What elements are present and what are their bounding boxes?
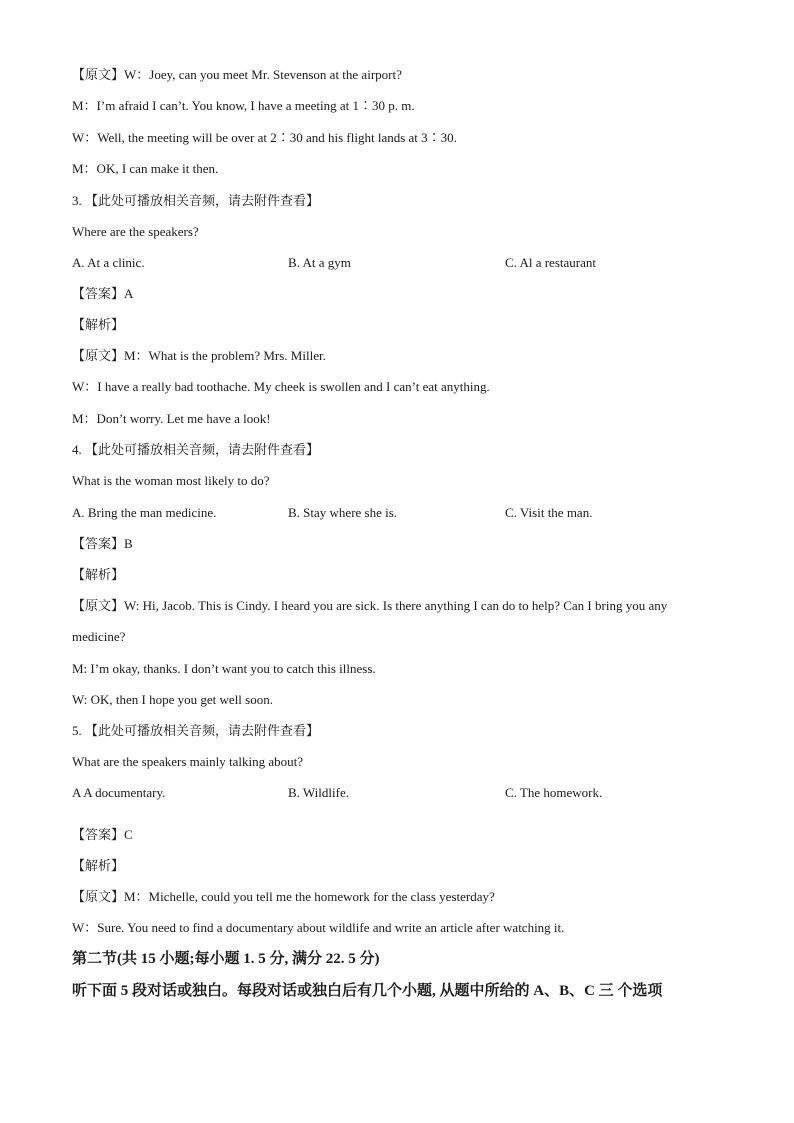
transcript-line: 【原文】M：Michelle, could you tell me the homework for the class yesterday? (72, 889, 495, 904)
question-4-option-a: A. Bring the man medicine. (72, 505, 217, 520)
transcript-line: W：Sure. You need to find a documentary about wildlife and write an article after watching it. (72, 920, 565, 935)
question-5-answer: 【答案】C (72, 827, 133, 842)
question-3-option-c: C. Al a restaurant (505, 255, 596, 270)
question-5-option-a: A A documentary. (72, 785, 166, 800)
question-3-answer: 【答案】A (72, 286, 134, 301)
transcript-line: 【原文】W: Hi, Jacob. This is Cindy. I heard you are sick. Is there anything I can do to help? Can I bring you any (72, 598, 668, 613)
question-4-answer: 【答案】B (72, 536, 133, 551)
section-2-instruction: 听下面 5 段对话或独白。每段对话或独白后有几个小题, 从题中所给的 A、B、C 三 个选项 (72, 983, 663, 999)
transcript-line: M：OK, I can make it then. (72, 161, 219, 176)
question-5-option-c: C. The homework. (505, 785, 603, 800)
transcript-line: M: I’m okay, thanks. I don’t want you to catch this illness. (72, 661, 376, 676)
question-5-text: What are the speakers mainly talking about? (72, 754, 304, 769)
question-5-option-b: B. Wildlife. (288, 785, 349, 800)
question-3-option-a: A. At a clinic. (72, 255, 145, 270)
question-4-option-c: C. Visit the man. (505, 505, 593, 520)
question-3-option-b: B. At a gym (288, 255, 351, 270)
transcript-line: W: OK, then I hope you get well soon. (72, 692, 273, 707)
transcript-line: W：Well, the meeting will be over at 2∶30 and his flight lands at 3∶30. (72, 130, 457, 145)
question-5-header: 5. 【此处可播放相关音频，请去附件查看】 (72, 723, 320, 738)
question-3-analysis-label: 【解析】 (72, 317, 125, 332)
transcript-line: W：I have a really bad toothache. My cheek is swollen and I can’t eat anything. (72, 379, 490, 394)
transcript-line: M：Don’t worry. Let me have a look! (72, 411, 271, 426)
transcript-line: medicine? (72, 629, 126, 644)
question-4-analysis-label: 【解析】 (72, 567, 125, 582)
transcript-line: 【原文】M：What is the problem? Mrs. Miller. (72, 348, 326, 363)
question-4-option-b: B. Stay where she is. (288, 505, 398, 520)
section-2-title: 第二节(共 15 小题;每小题 1. 5 分, 满分 22. 5 分) (72, 951, 380, 967)
question-4-text: What is the woman most likely to do? (72, 473, 270, 488)
question-5-analysis-label: 【解析】 (72, 858, 125, 873)
question-4-header: 4. 【此处可播放相关音频，请去附件查看】 (72, 442, 320, 457)
question-3-text: Where are the speakers? (72, 224, 199, 239)
transcript-line: 【原文】W：Joey, can you meet Mr. Stevenson at the airport? (72, 67, 402, 82)
question-3-header: 3. 【此处可播放相关音频，请去附件查看】 (72, 193, 320, 208)
transcript-line: M：I’m afraid I can’t. You know, I have a meeting at 1∶30 p. m. (72, 98, 415, 113)
